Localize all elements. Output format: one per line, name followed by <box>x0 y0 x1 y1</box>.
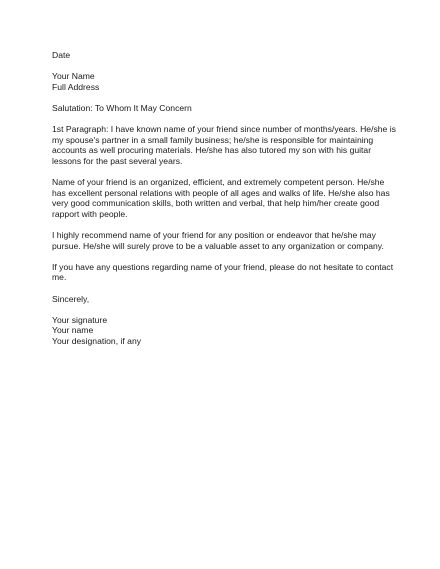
spacer <box>52 251 397 262</box>
spacer <box>52 167 397 178</box>
paragraph-2: Name of your friend is an organized, efficient, and extremely competent person. He/she has excellent personal relations with people of all ages and walks of life. He/she also has very good communication skills, both written and verbal, that help him/her create good rapport with people. <box>52 177 390 219</box>
salutation: Salutation: To Whom It May Concern <box>52 102 192 113</box>
paragraph-3: I highly recommend name of your friend for any position or endeavor that he/she may pursue. He/she will surely prove to be a valuable asset to any organization or company. <box>52 230 384 251</box>
closing: Sincerely, <box>52 293 90 304</box>
letter-date: Date <box>52 50 71 60</box>
sender-name: Your Name <box>52 71 95 82</box>
paragraph-4: If you have any questions regarding name of your friend, please do not hesitate to contact me. <box>52 261 394 283</box>
spacer <box>52 61 397 72</box>
spacer <box>52 304 397 315</box>
paragraph-1: 1st Paragraph: I have known name of your friend since number of months/years. He/she is my spouse's partner in a small family business; he/she is responsible for maintaining accounts as well procuring materials. He/she has also tutored my son with his guitar lessons for the past several years. <box>52 124 396 166</box>
sender-address: Full Address <box>52 81 100 92</box>
spacer <box>52 114 397 125</box>
signer-name: Your name <box>52 325 94 336</box>
signer-designation: Your designation, if any <box>52 336 142 347</box>
letter-body <box>52 50 397 347</box>
spacer <box>52 92 397 103</box>
signature: Your signature <box>52 314 108 325</box>
spacer <box>52 283 397 294</box>
spacer <box>52 220 397 231</box>
